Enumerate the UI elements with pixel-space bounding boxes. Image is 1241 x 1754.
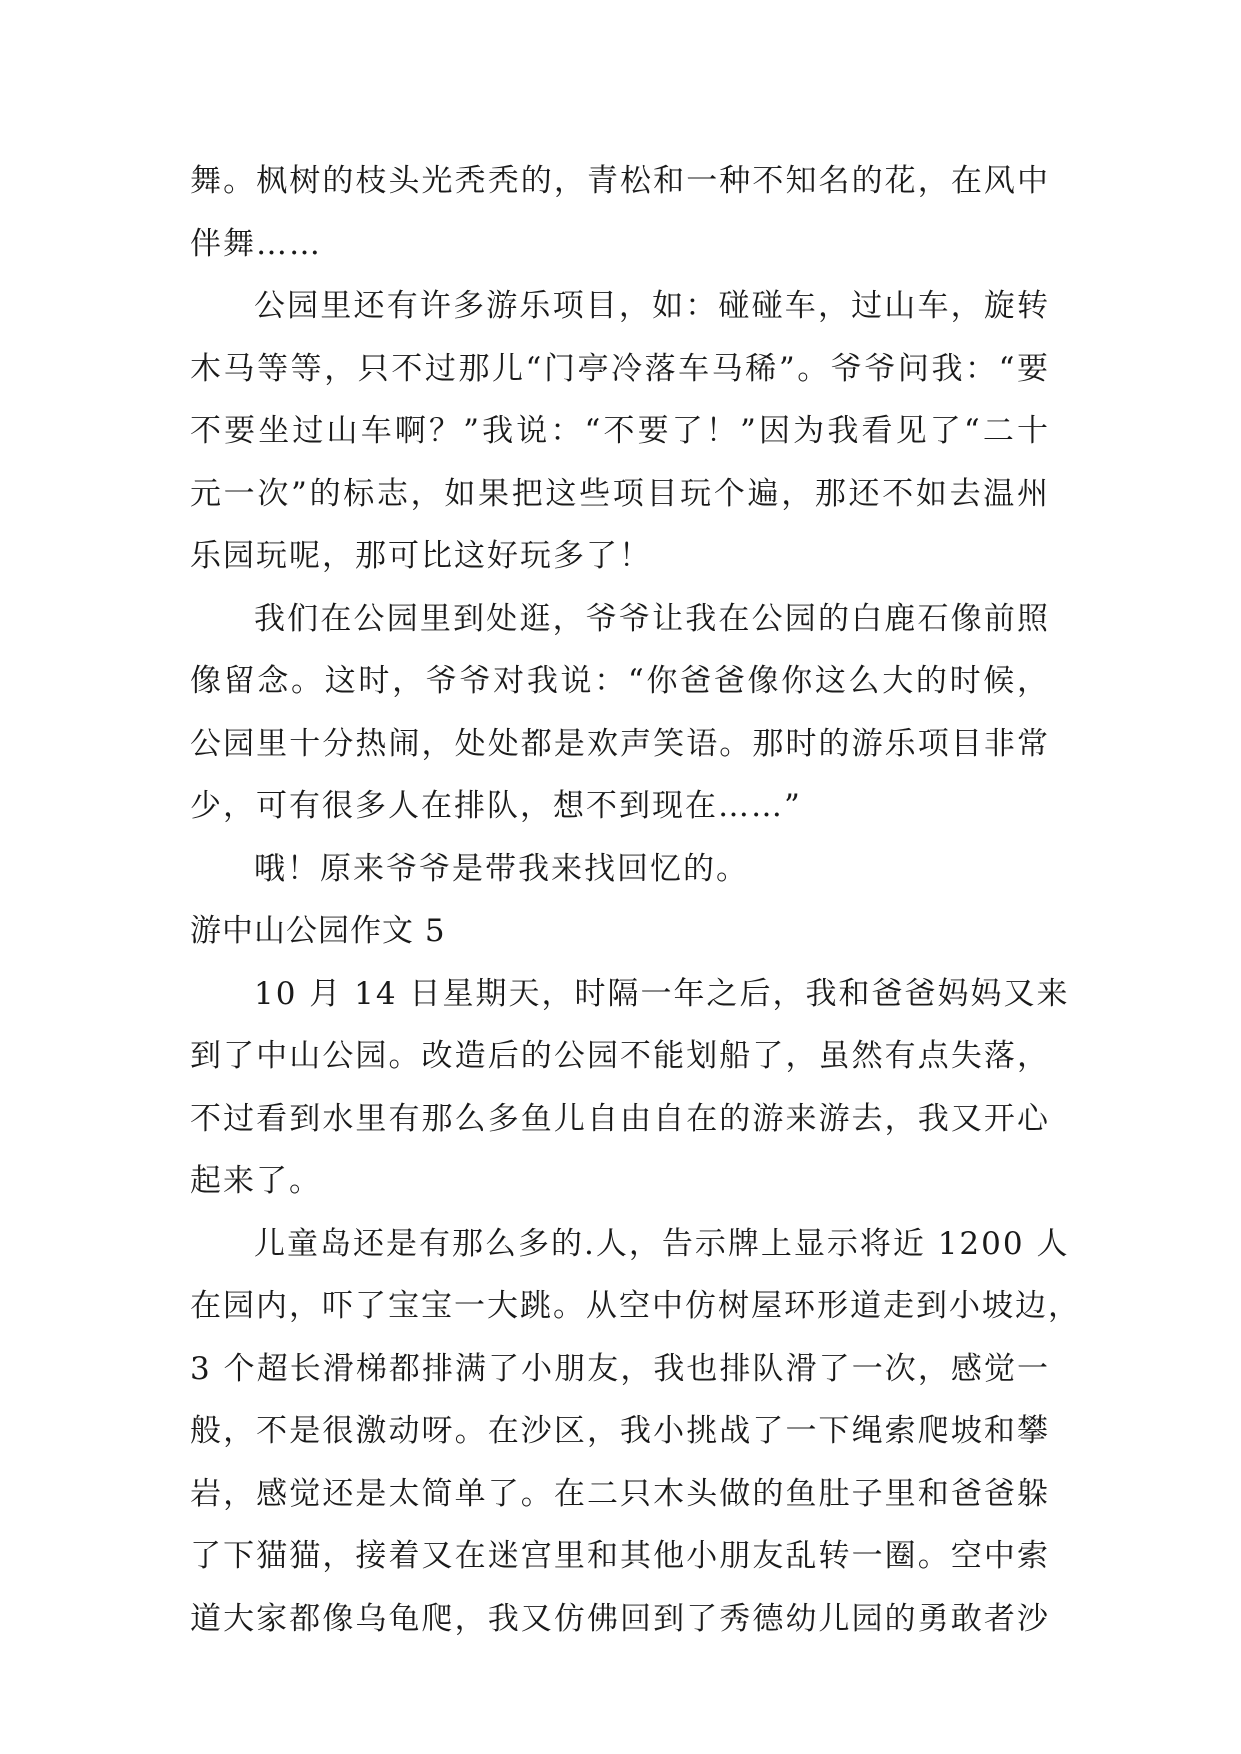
section-heading — [190, 900, 1050, 963]
text-line: 不要坐过山车啊？”我说：“不要了！”因为我看见了“二十 — [190, 413, 1050, 449]
text-line: 不过看到水里有那么多鱼儿自由自在的游来游去，我又开心 — [190, 1100, 1050, 1137]
text-line: 我们在公园里到处逛，爷爷让我在公园的白鹿石像前照 — [254, 600, 1050, 637]
document-page — [190, 150, 1081, 1650]
text-line: 木马等等，只不过那儿“门亭冷落车马稀”。爷爷问我：“要 — [190, 350, 1050, 387]
text-line: 乐园玩呢，那可比这好玩多了！ — [190, 538, 652, 574]
text-line: 儿童岛还是有那么多的.人，告示牌上显示将近 1200 人 — [254, 1225, 1070, 1262]
paragraph — [190, 963, 1070, 1213]
text-line: 哦！原来爷爷是带我来找回忆的。 — [254, 850, 749, 887]
paragraph — [190, 588, 1050, 838]
text-line: 少，可有很多人在排队，想不到现在……” — [190, 788, 802, 824]
text-line: 3 个超长滑梯都排满了小朋友，我也排队滑了一次，感觉一 — [190, 1350, 1050, 1387]
text-line: 在园内，吓了宝宝一大跳。从空中仿树屋环形道走到小坡边， — [190, 1288, 1081, 1324]
text-line: 舞。枫树的枝头光秃秃的，青松和一种不知名的花，在风中 — [190, 163, 1050, 199]
text-line: 元一次”的标志，如果把这些项目玩个遍，那还不如去温州 — [190, 475, 1050, 512]
text-line: 般，不是很激动呀。在沙区，我小挑战了一下绳索爬坡和攀 — [190, 1413, 1050, 1449]
text-line: 了下猫猫，接着又在迷宫里和其他小朋友乱转一圈。空中索 — [190, 1538, 1050, 1574]
text-line: 起来了。 — [190, 1163, 322, 1199]
text-line: 到了中山公园。改造后的公园不能划船了，虽然有点失落， — [190, 1038, 1050, 1074]
text-line: 公园里十分热闹，处处都是欢声笑语。那时的游乐项目非常 — [190, 725, 1050, 762]
paragraph — [190, 150, 1050, 275]
paragraph — [190, 838, 1050, 901]
paragraph — [190, 1213, 1081, 1651]
text-line: 10 月 14 日星期天，时隔一年之后，我和爸爸妈妈又来 — [254, 975, 1070, 1012]
paragraph — [190, 275, 1050, 588]
text-line: 道大家都像乌龟爬，我又仿佛回到了秀德幼儿园的勇敢者沙 — [190, 1600, 1050, 1637]
heading-text: 游中山公园作文 5 — [190, 913, 446, 949]
text-line: 伴舞…… — [190, 225, 322, 262]
text-line: 公园里还有许多游乐项目，如：碰碰车，过山车，旋转 — [254, 288, 1050, 324]
text-line: 像留念。这时，爷爷对我说：“你爸爸像你这么大的时候， — [190, 663, 1050, 699]
text-line: 岩，感觉还是太简单了。在二只木头做的鱼肚子里和爸爸躲 — [190, 1475, 1050, 1512]
